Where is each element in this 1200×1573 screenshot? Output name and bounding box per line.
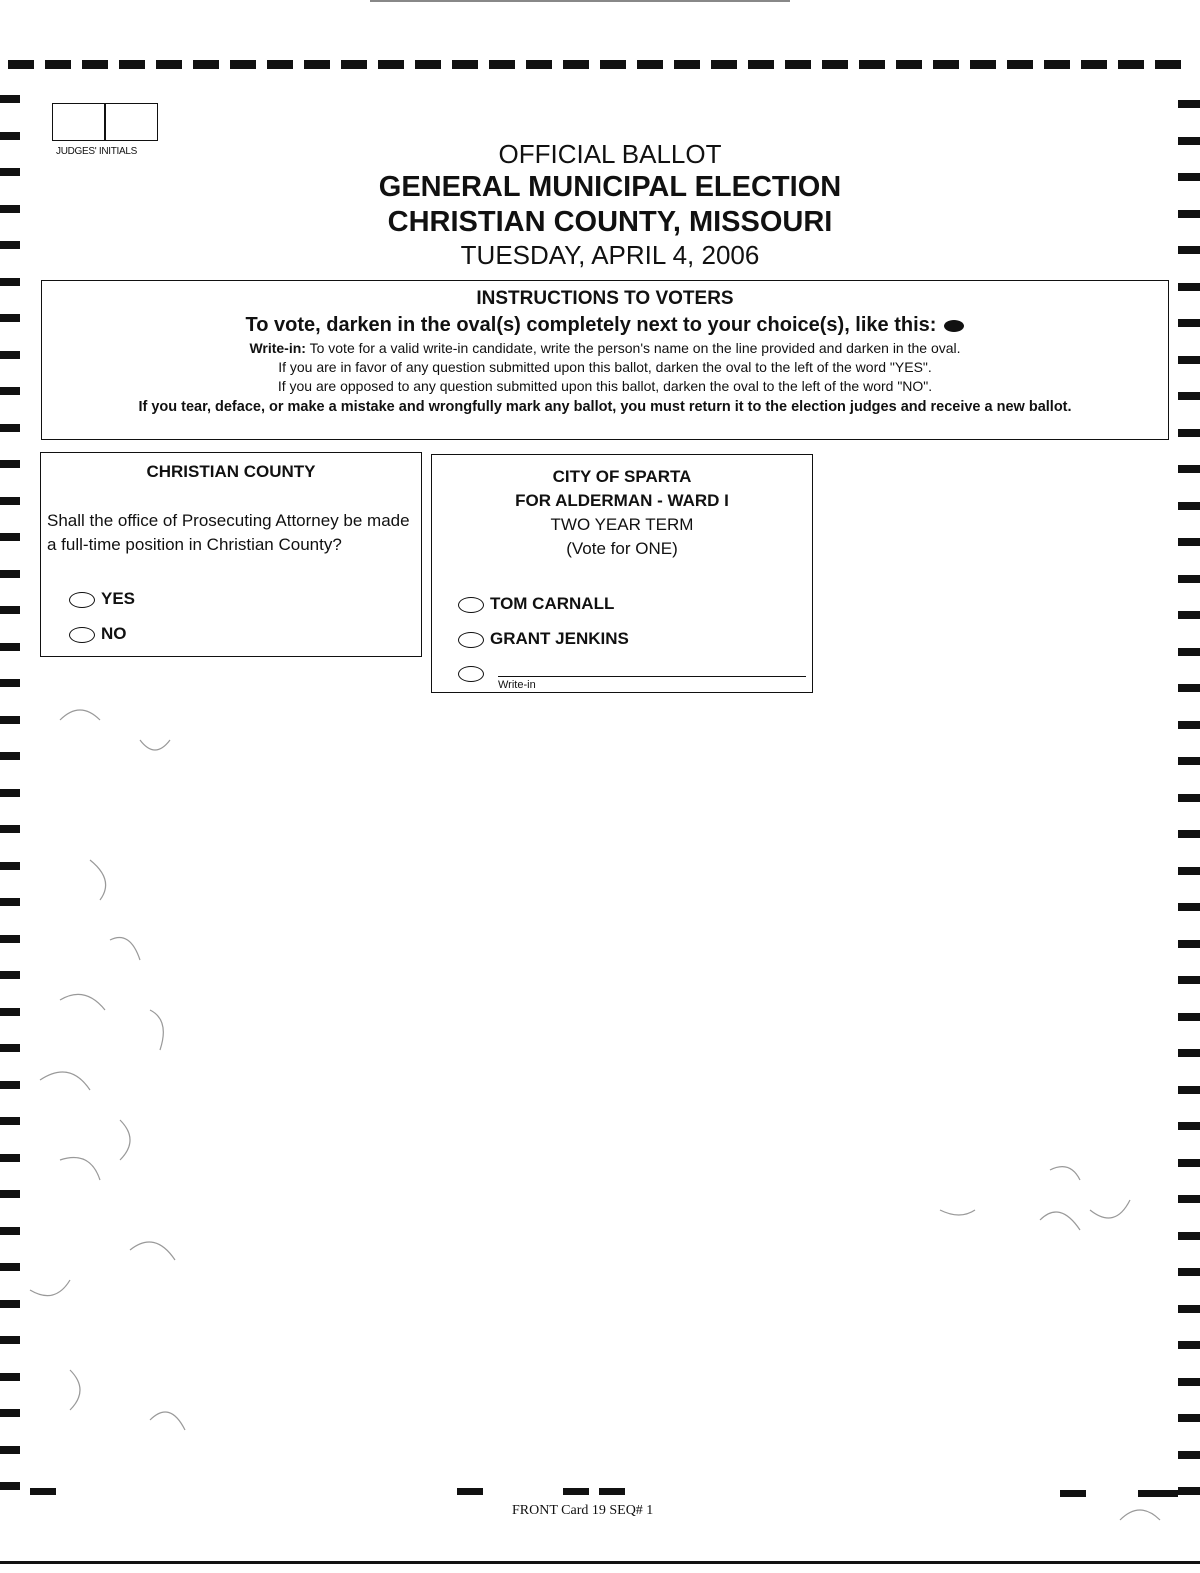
timing-mark bbox=[0, 95, 20, 103]
timing-mark bbox=[1178, 757, 1200, 765]
timing-mark bbox=[0, 1008, 20, 1016]
instructions-title: INSTRUCTIONS TO VOTERS bbox=[476, 288, 734, 309]
jurisdiction: CHRISTIAN COUNTY, MISSOURI bbox=[387, 206, 833, 238]
bottom-mark bbox=[1060, 1490, 1086, 1497]
timing-mark bbox=[1178, 648, 1200, 656]
left-timing-marks bbox=[0, 95, 22, 1525]
timing-mark bbox=[0, 1482, 20, 1490]
timing-mark bbox=[1155, 60, 1181, 69]
candidate-tom-carnall[interactable] bbox=[458, 594, 614, 614]
timing-mark bbox=[452, 60, 478, 69]
timing-mark bbox=[0, 497, 20, 505]
timing-mark bbox=[0, 1227, 20, 1235]
timing-mark bbox=[1118, 60, 1144, 69]
bottom-mark bbox=[599, 1488, 625, 1495]
timing-mark bbox=[1178, 867, 1200, 875]
timing-mark bbox=[859, 60, 885, 69]
sparta-contest-header bbox=[432, 465, 812, 561]
timing-mark bbox=[1178, 465, 1200, 473]
election-date: TUESDAY, APRIL 4, 2006 bbox=[460, 240, 760, 270]
timing-mark bbox=[0, 898, 20, 906]
candidate-oval-icon[interactable] bbox=[458, 597, 484, 613]
instructions-favor: If you are in favor of any question submitted upon this ballot, darken the oval to the left of the word "YES". bbox=[278, 359, 932, 375]
instructions-main-text: To vote, darken in the oval(s) completely next to your choice(s), like this: bbox=[245, 314, 937, 336]
timing-mark bbox=[0, 825, 20, 833]
timing-mark bbox=[0, 935, 20, 943]
timing-mark bbox=[1178, 1232, 1200, 1240]
timing-mark bbox=[1178, 1268, 1200, 1276]
timing-mark bbox=[0, 1446, 20, 1454]
timing-mark bbox=[0, 168, 20, 176]
timing-mark bbox=[1178, 1013, 1200, 1021]
timing-mark bbox=[341, 60, 367, 69]
timing-mark bbox=[0, 789, 20, 797]
initials-divider bbox=[104, 104, 106, 140]
timing-mark bbox=[45, 60, 71, 69]
sparta-term: TWO YEAR TERM bbox=[550, 515, 694, 534]
yes-oval-icon[interactable] bbox=[69, 592, 95, 608]
timing-mark bbox=[1178, 429, 1200, 437]
timing-mark bbox=[0, 716, 20, 724]
timing-mark bbox=[563, 60, 589, 69]
timing-mark bbox=[1178, 538, 1200, 546]
timing-mark bbox=[378, 60, 404, 69]
timing-mark bbox=[1044, 60, 1070, 69]
timing-mark bbox=[0, 1263, 20, 1271]
timing-mark bbox=[0, 424, 20, 432]
judges-initials-box[interactable] bbox=[52, 103, 158, 141]
no-oval-icon[interactable] bbox=[69, 627, 95, 643]
timing-mark bbox=[193, 60, 219, 69]
county-question: Shall the office of Prosecuting Attorney be made a full-time position in Christian County? bbox=[47, 511, 410, 554]
timing-mark bbox=[1178, 1487, 1200, 1495]
timing-mark bbox=[267, 60, 293, 69]
timing-mark bbox=[0, 1117, 20, 1125]
timing-mark bbox=[1178, 1341, 1200, 1349]
timing-mark bbox=[896, 60, 922, 69]
sparta-contest-box bbox=[431, 454, 813, 693]
timing-mark bbox=[1178, 794, 1200, 802]
candidate-name: GRANT JENKINS bbox=[490, 629, 629, 648]
timing-mark bbox=[0, 205, 20, 213]
timing-mark bbox=[1178, 210, 1200, 218]
timing-mark bbox=[0, 862, 20, 870]
timing-mark bbox=[1178, 1414, 1200, 1422]
writein-oval-icon[interactable] bbox=[458, 666, 484, 682]
timing-mark bbox=[1178, 575, 1200, 583]
timing-mark bbox=[0, 1154, 20, 1162]
timing-mark bbox=[0, 1190, 20, 1198]
timing-mark bbox=[1178, 246, 1200, 254]
timing-mark bbox=[0, 1081, 20, 1089]
timing-mark bbox=[1178, 392, 1200, 400]
timing-mark bbox=[1178, 356, 1200, 364]
footer-card-sequence: FRONT Card 19 SEQ# 1 bbox=[512, 1503, 654, 1518]
bottom-mark bbox=[30, 1488, 56, 1495]
timing-mark bbox=[1178, 319, 1200, 327]
timing-mark bbox=[0, 1044, 20, 1052]
bottom-mark bbox=[1138, 1490, 1178, 1497]
timing-mark bbox=[0, 278, 20, 286]
timing-mark bbox=[0, 643, 20, 651]
county-contest-box bbox=[40, 452, 422, 657]
timing-mark bbox=[0, 132, 20, 140]
instructions-main bbox=[42, 311, 1168, 339]
ballot-title: OFFICIAL BALLOT bbox=[498, 139, 722, 169]
timing-mark bbox=[119, 60, 145, 69]
timing-mark bbox=[785, 60, 811, 69]
candidate-name: TOM CARNALL bbox=[490, 594, 615, 613]
instructions-writein bbox=[42, 339, 1168, 358]
timing-mark bbox=[0, 351, 20, 359]
timing-mark bbox=[1178, 1086, 1200, 1094]
timing-mark bbox=[822, 60, 848, 69]
timing-mark bbox=[1007, 60, 1033, 69]
timing-mark bbox=[0, 752, 20, 760]
timing-mark bbox=[1178, 976, 1200, 984]
bottom-rule bbox=[0, 1561, 1200, 1564]
timing-mark bbox=[1178, 611, 1200, 619]
timing-mark bbox=[1178, 1305, 1200, 1313]
timing-mark bbox=[0, 606, 20, 614]
option-no-label: NO bbox=[101, 624, 127, 643]
writein-option[interactable] bbox=[458, 663, 490, 683]
filled-oval-example-icon bbox=[944, 320, 964, 332]
bottom-mark bbox=[563, 1488, 589, 1495]
county-contest-title: CHRISTIAN COUNTY bbox=[146, 462, 316, 481]
timing-mark bbox=[526, 60, 552, 69]
timing-mark bbox=[304, 60, 330, 69]
timing-mark bbox=[1178, 684, 1200, 692]
timing-mark bbox=[1178, 830, 1200, 838]
timing-mark bbox=[82, 60, 108, 69]
timing-mark bbox=[0, 314, 20, 322]
timing-mark bbox=[489, 60, 515, 69]
timing-mark bbox=[1178, 502, 1200, 510]
timing-mark bbox=[1178, 1049, 1200, 1057]
timing-mark bbox=[674, 60, 700, 69]
instructions-opposed: If you are opposed to any question submitted upon this ballot, darken the oval to the left of the word "NO". bbox=[277, 378, 933, 394]
timing-mark bbox=[0, 241, 20, 249]
right-timing-marks bbox=[1176, 100, 1200, 1530]
timing-mark bbox=[711, 60, 737, 69]
timing-mark bbox=[0, 1373, 20, 1381]
candidate-grant-jenkins[interactable] bbox=[458, 629, 629, 649]
timing-mark bbox=[0, 570, 20, 578]
timing-mark bbox=[0, 387, 20, 395]
timing-mark bbox=[1178, 1122, 1200, 1130]
timing-mark bbox=[637, 60, 663, 69]
top-rule bbox=[370, 0, 790, 2]
timing-mark bbox=[1178, 100, 1200, 108]
timing-mark bbox=[1178, 173, 1200, 181]
timing-mark bbox=[156, 60, 182, 69]
candidate-oval-icon[interactable] bbox=[458, 632, 484, 648]
option-no[interactable] bbox=[69, 624, 127, 644]
timing-mark bbox=[8, 60, 34, 69]
instructions-box bbox=[41, 280, 1169, 440]
timing-mark bbox=[0, 1409, 20, 1417]
option-yes-label: YES bbox=[101, 589, 136, 608]
bottom-mark bbox=[457, 1488, 483, 1495]
writein-line[interactable] bbox=[498, 676, 806, 677]
timing-mark bbox=[0, 679, 20, 687]
top-timing-marks bbox=[0, 60, 1200, 72]
writein-label: Write-in bbox=[498, 679, 536, 691]
sparta-office: FOR ALDERMAN - WARD I bbox=[515, 491, 729, 510]
timing-mark bbox=[415, 60, 441, 69]
sparta-vote-for: (Vote for ONE) bbox=[566, 539, 678, 558]
timing-mark bbox=[933, 60, 959, 69]
timing-mark bbox=[230, 60, 256, 69]
timing-mark bbox=[1081, 60, 1107, 69]
timing-mark bbox=[1178, 1159, 1200, 1167]
timing-mark bbox=[1178, 940, 1200, 948]
timing-mark bbox=[1178, 137, 1200, 145]
timing-mark bbox=[0, 1336, 20, 1344]
timing-mark bbox=[970, 60, 996, 69]
timing-mark bbox=[1178, 283, 1200, 291]
timing-mark bbox=[1178, 1378, 1200, 1386]
election-name: GENERAL MUNICIPAL ELECTION bbox=[378, 171, 842, 203]
ballot-header bbox=[260, 138, 960, 270]
option-yes[interactable] bbox=[69, 589, 135, 609]
timing-mark bbox=[748, 60, 774, 69]
judges-initials-label: JUDGES' INITIALS bbox=[56, 146, 138, 157]
timing-mark bbox=[0, 1300, 20, 1308]
timing-mark bbox=[600, 60, 626, 69]
instructions-mistake: If you tear, deface, or make a mistake and wrongfully mark any ballot, you must return it to the election judges and receive a new ballot. bbox=[138, 399, 1072, 415]
timing-mark bbox=[0, 971, 20, 979]
writein-prefix: Write-in: bbox=[249, 340, 306, 356]
timing-mark bbox=[1178, 721, 1200, 729]
sparta-title: CITY OF SPARTA bbox=[552, 467, 692, 486]
timing-mark bbox=[1178, 1451, 1200, 1459]
timing-mark bbox=[0, 533, 20, 541]
timing-mark bbox=[1178, 1195, 1200, 1203]
writein-text: To vote for a valid write-in candidate, write the person's name on the line provided and darken in the oval. bbox=[309, 340, 961, 356]
timing-mark bbox=[0, 460, 20, 468]
timing-mark bbox=[1178, 903, 1200, 911]
